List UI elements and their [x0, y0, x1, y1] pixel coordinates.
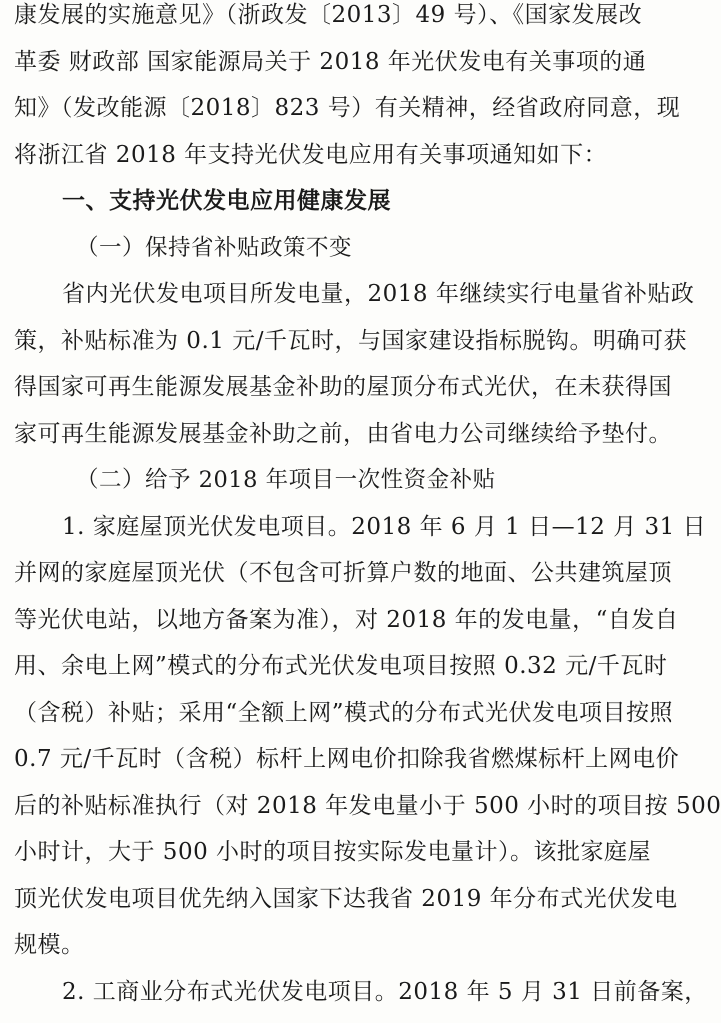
text-line: 康发展的实施意见》（浙政发〔2013〕49 号）、《国家发展改 [14, 2, 643, 28]
text-line: 得国家可再生能源发展基金补助的屋顶分布式光伏，在未获得国 [14, 374, 672, 400]
text-line: 后的补贴标准执行（对 2018 年发电量小于 500 小时的项目按 500 [14, 792, 721, 819]
text-line: 用、余电上网”模式的分布式光伏发电项目按照 0.32 元/千瓦时 [14, 653, 668, 679]
subsection-heading: （一）保持省补贴政策不变 [76, 234, 353, 261]
text-line: 规模。 [14, 932, 85, 958]
text-line: 将浙江省 2018 年支持光伏发电应用有关事项通知如下： [14, 141, 608, 168]
subsection-heading: （二）给予 2018 年项目一次性资金补贴 [76, 467, 496, 493]
paragraph-line: 2. 工商业分布式光伏发电项目。2018 年 5 月 31 日前备案， [62, 978, 708, 1005]
paragraph-line: 1. 家庭屋顶光伏发电项目。2018 年 6 月 1 日—12 月 31 日 [62, 513, 707, 540]
text-line: 等光伏电站，以地方备案为准），对 2018 年的发电量，“自发自 [14, 606, 679, 633]
text-line: 顶光伏发电项目优先纳入国家下达我省 2019 年分布式光伏发电 [14, 885, 678, 912]
text-line: 策，补贴标准为 0.1 元/千瓦时，与国家建设指标脱钩。明确可获 [14, 327, 687, 354]
text-line: 知》（发改能源〔2018〕823 号）有关精神，经省政府同意，现 [14, 95, 681, 121]
text-line: 0.7 元/千瓦时（含税）标杆上网电价扣除我省燃煤标杆上网电价 [14, 746, 680, 772]
text-line: 革委 财政部 国家能源局关于 2018 年光伏发电有关事项的通 [14, 48, 647, 75]
text-line: 家可再生能源发展基金补助之前，由省电力公司继续给予垫付。 [14, 420, 672, 447]
section-heading: 一、支持光伏发电应用健康发展 [62, 188, 391, 214]
text-line: 并网的家庭屋顶光伏（不包含可折算户数的地面、公共建筑屋顶 [14, 560, 672, 586]
text-line: （含税）补贴；采用“全额上网”模式的分布式光伏发电项目按照 [14, 699, 674, 726]
text-line: 小时计，大于 500 小时的项目按实际发电量计）。该批家庭屋 [14, 839, 652, 865]
paragraph-line: 省内光伏发电项目所发电量，2018 年继续实行电量省补贴政 [62, 281, 695, 307]
